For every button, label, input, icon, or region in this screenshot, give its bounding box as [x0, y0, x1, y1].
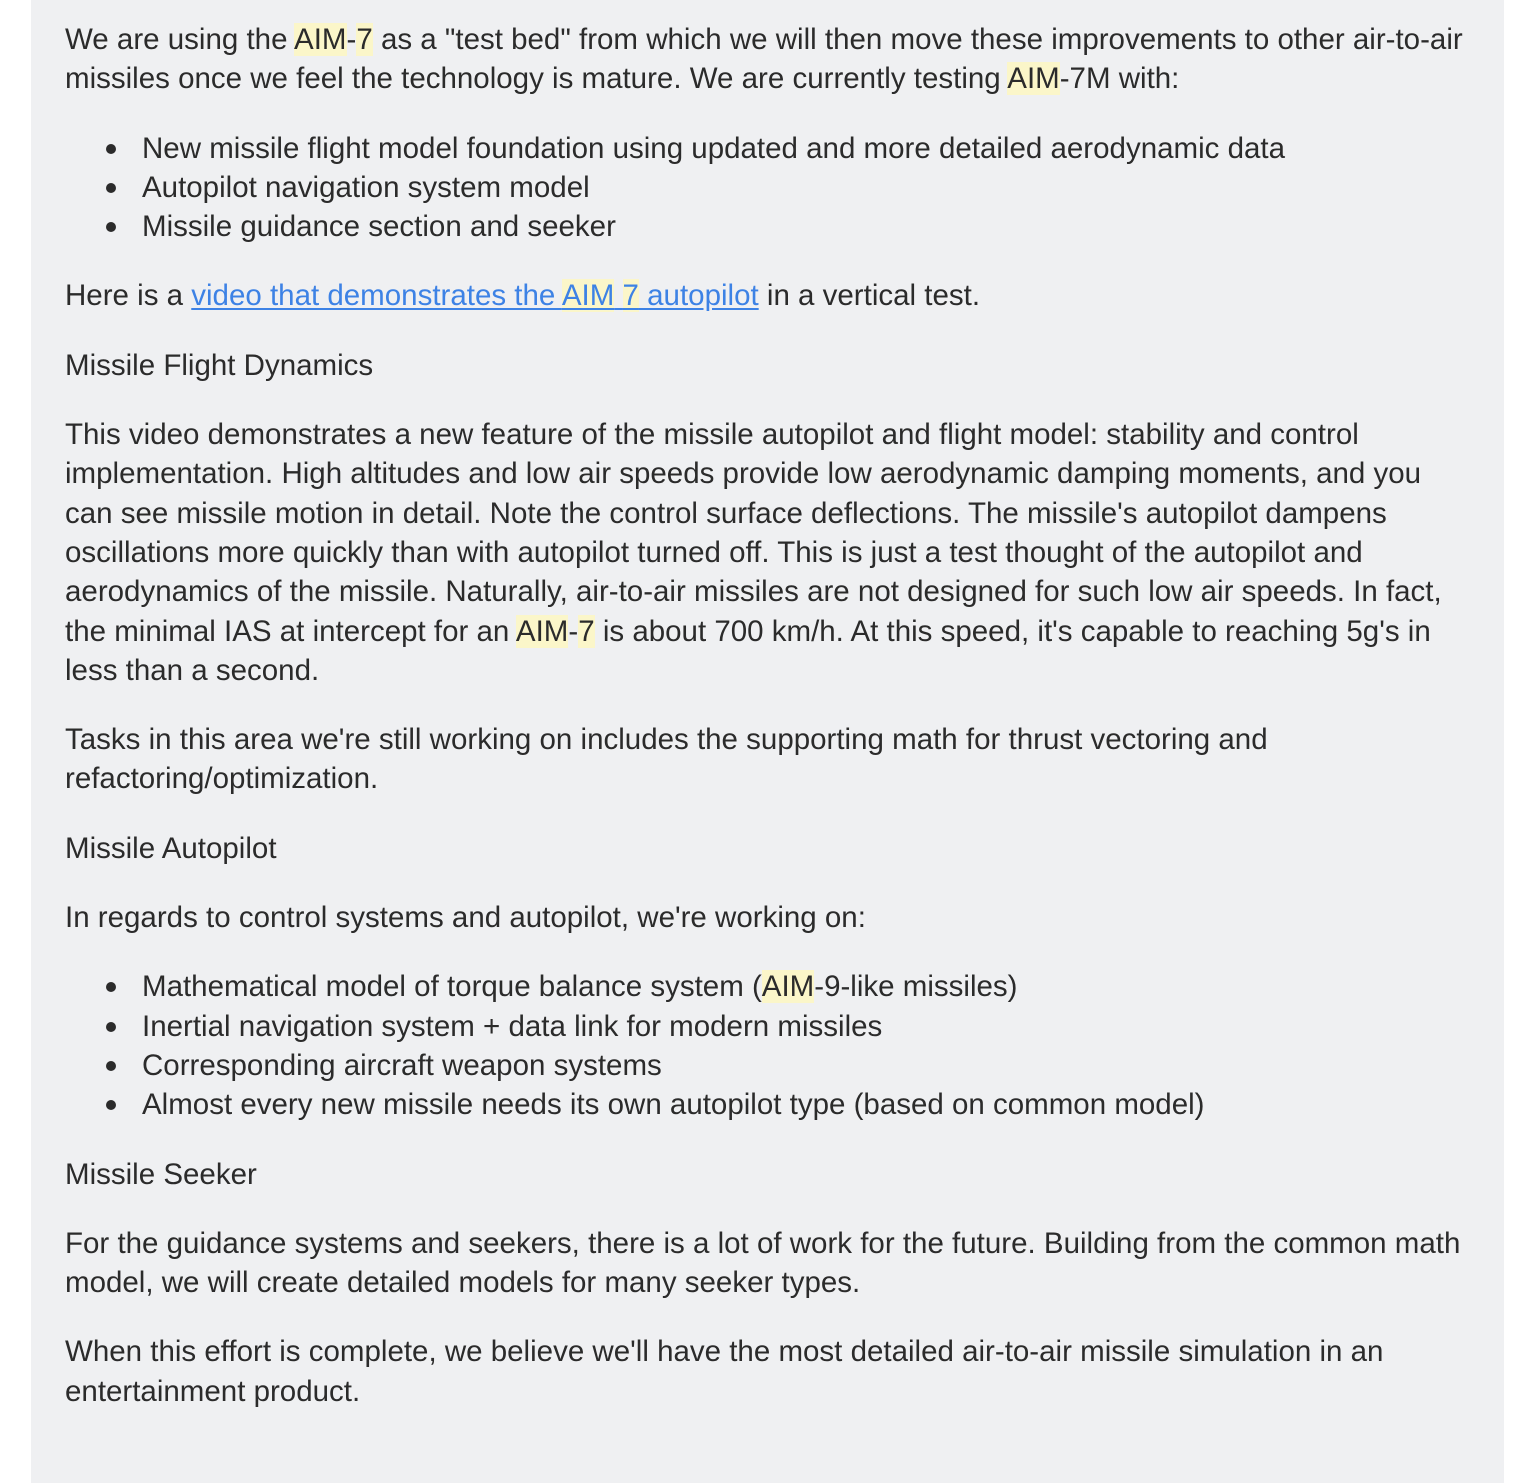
testing-list — [65, 129, 1475, 247]
video-text-after: in a vertical test. — [758, 279, 981, 313]
search-highlight: AIM — [1007, 62, 1060, 96]
tasks-paragraph: Tasks in this area we're still working on includes the supporting math for thrust vectoring and refactoring/optimization. — [65, 723, 1268, 796]
dynamics-text: This video demonstrates a new feature of the missile autopilot and flight model: stability and control implementation. High altitudes and low air speeds provide low aerodynamic damping moments, and you can see missile motion in detail. Note the control surface deflections. The missile's autopilot dampens oscillations more quickly than with autopilot turned off. This is just a test thought of the autopilot and aerodynamics of the missile. Naturally, air-to-air missiles are not designed for such low air speeds. In fact, the minimal IAS at intercept for an — [65, 418, 1442, 648]
intro-paragraph — [65, 20, 1475, 99]
autopilot-list — [65, 967, 1475, 1124]
list-item-text: -9-like missiles) — [814, 970, 1018, 1004]
search-highlight: AIM — [561, 279, 615, 313]
section-heading-flight-dynamics: Missile Flight Dynamics — [65, 348, 374, 382]
video-paragraph — [65, 276, 1475, 315]
section-heading-seeker: Missile Seeker — [65, 1157, 257, 1191]
search-highlight: 7 — [356, 23, 373, 56]
list-item-text: Mathematical model of torque balance system ( — [142, 970, 762, 1004]
autopilot-intro: In regards to control systems and autopilot, we're working on: — [65, 901, 866, 935]
list-item: Corresponding aircraft weapon systems — [142, 1046, 1475, 1085]
list-item — [142, 967, 1475, 1006]
search-highlight: AIM — [515, 614, 569, 648]
search-highlight: AIM — [761, 970, 815, 1004]
list-item: Missile guidance section and seeker — [142, 207, 1475, 246]
video-link-text: video that demonstrates the — [191, 279, 562, 313]
video-link[interactable] — [191, 279, 758, 312]
list-item: Almost every new missile needs its own autopilot type (based on common model) — [142, 1085, 1475, 1124]
intro-text: -7M with: — [1059, 62, 1180, 96]
list-item: New missile flight model foundation using updated and more detailed aerodynamic data — [142, 129, 1475, 168]
closing-paragraph: When this effort is complete, we believe we'll have the most detailed air-to-air missile simulation in an entertainment product. — [65, 1335, 1384, 1408]
dynamics-dash: - — [568, 614, 579, 648]
intro-text: We are using the — [65, 23, 295, 56]
dynamics-paragraph — [65, 415, 1475, 690]
search-highlight: 7 — [622, 279, 639, 313]
intro-dash: - — [346, 23, 357, 56]
intro-text: as a "test bed" from which we will then move these improvements to other air-to-air missiles once we feel the technology is mature. We are currently testing — [65, 23, 1463, 96]
list-item: Inertial navigation system + data link for modern missiles — [142, 1007, 1475, 1046]
video-link-text — [614, 279, 622, 312]
video-text-before: Here is a — [65, 279, 192, 313]
search-highlight: 7 — [578, 614, 595, 648]
search-highlight: AIM — [294, 23, 347, 56]
article-page — [31, 0, 1504, 1483]
dynamics-text: is about 700 km/h. At this speed, it's capable to reaching 5g's in less than a second. — [65, 614, 1431, 687]
list-item: Autopilot navigation system model — [142, 168, 1475, 207]
article-body — [65, 20, 1475, 1411]
section-heading-autopilot: Missile Autopilot — [65, 831, 277, 865]
video-link-text: autopilot — [638, 279, 759, 313]
seeker-paragraph: For the guidance systems and seekers, there is a lot of work for the future. Building from the common math model, we will create detailed models for many seeker types. — [65, 1226, 1461, 1300]
